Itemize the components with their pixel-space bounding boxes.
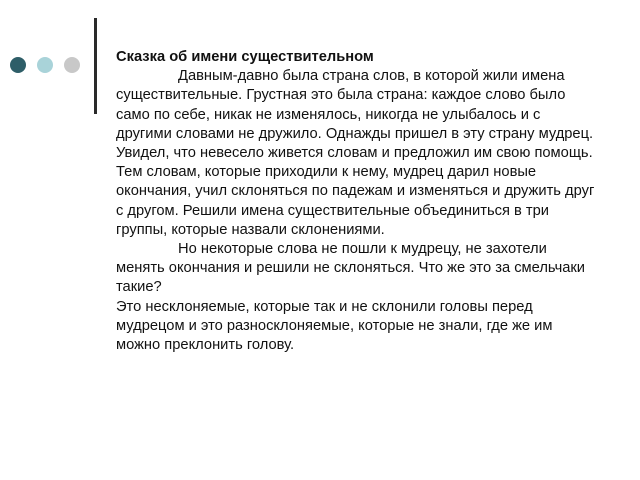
paragraph-2: Но некоторые слова не пошли к мудрецу, не захотели менять окончания и решили не склоняться. Что же это за смельчаки такие? <box>116 241 586 296</box>
paragraph-3: Это несклоняемые, которые так и не склонили головы перед мудрецом и это разносклоняемые, которые не знали, где же им можно преклонить голову. <box>116 298 553 354</box>
paragraph-1: Давным-давно была страна слов, в которой жили имена существительные. Грустная это была страна: каждое слово было само по себе, никак не изменялось, никогда не улыбалось и с другими словами не дружило. Однажды пришел в эту страну мудрец. Увидел, что невесело живется словам и предложил им свою помощь. Тем словам, которые приходили к нему, мудрец дарил новые окончания, учил склоняться по падежам и изменяться и дружить друг с другом. Решили имена существительные объединиться в три группы, которые назвали склонениями. <box>116 68 595 238</box>
dark-teal-dot-icon <box>10 57 26 73</box>
slide-text <box>116 48 596 355</box>
vertical-divider <box>94 18 97 114</box>
gray-dot-icon <box>64 57 80 73</box>
light-teal-dot-icon <box>37 57 53 73</box>
slide-title: Сказка об имени существительном <box>116 49 374 65</box>
